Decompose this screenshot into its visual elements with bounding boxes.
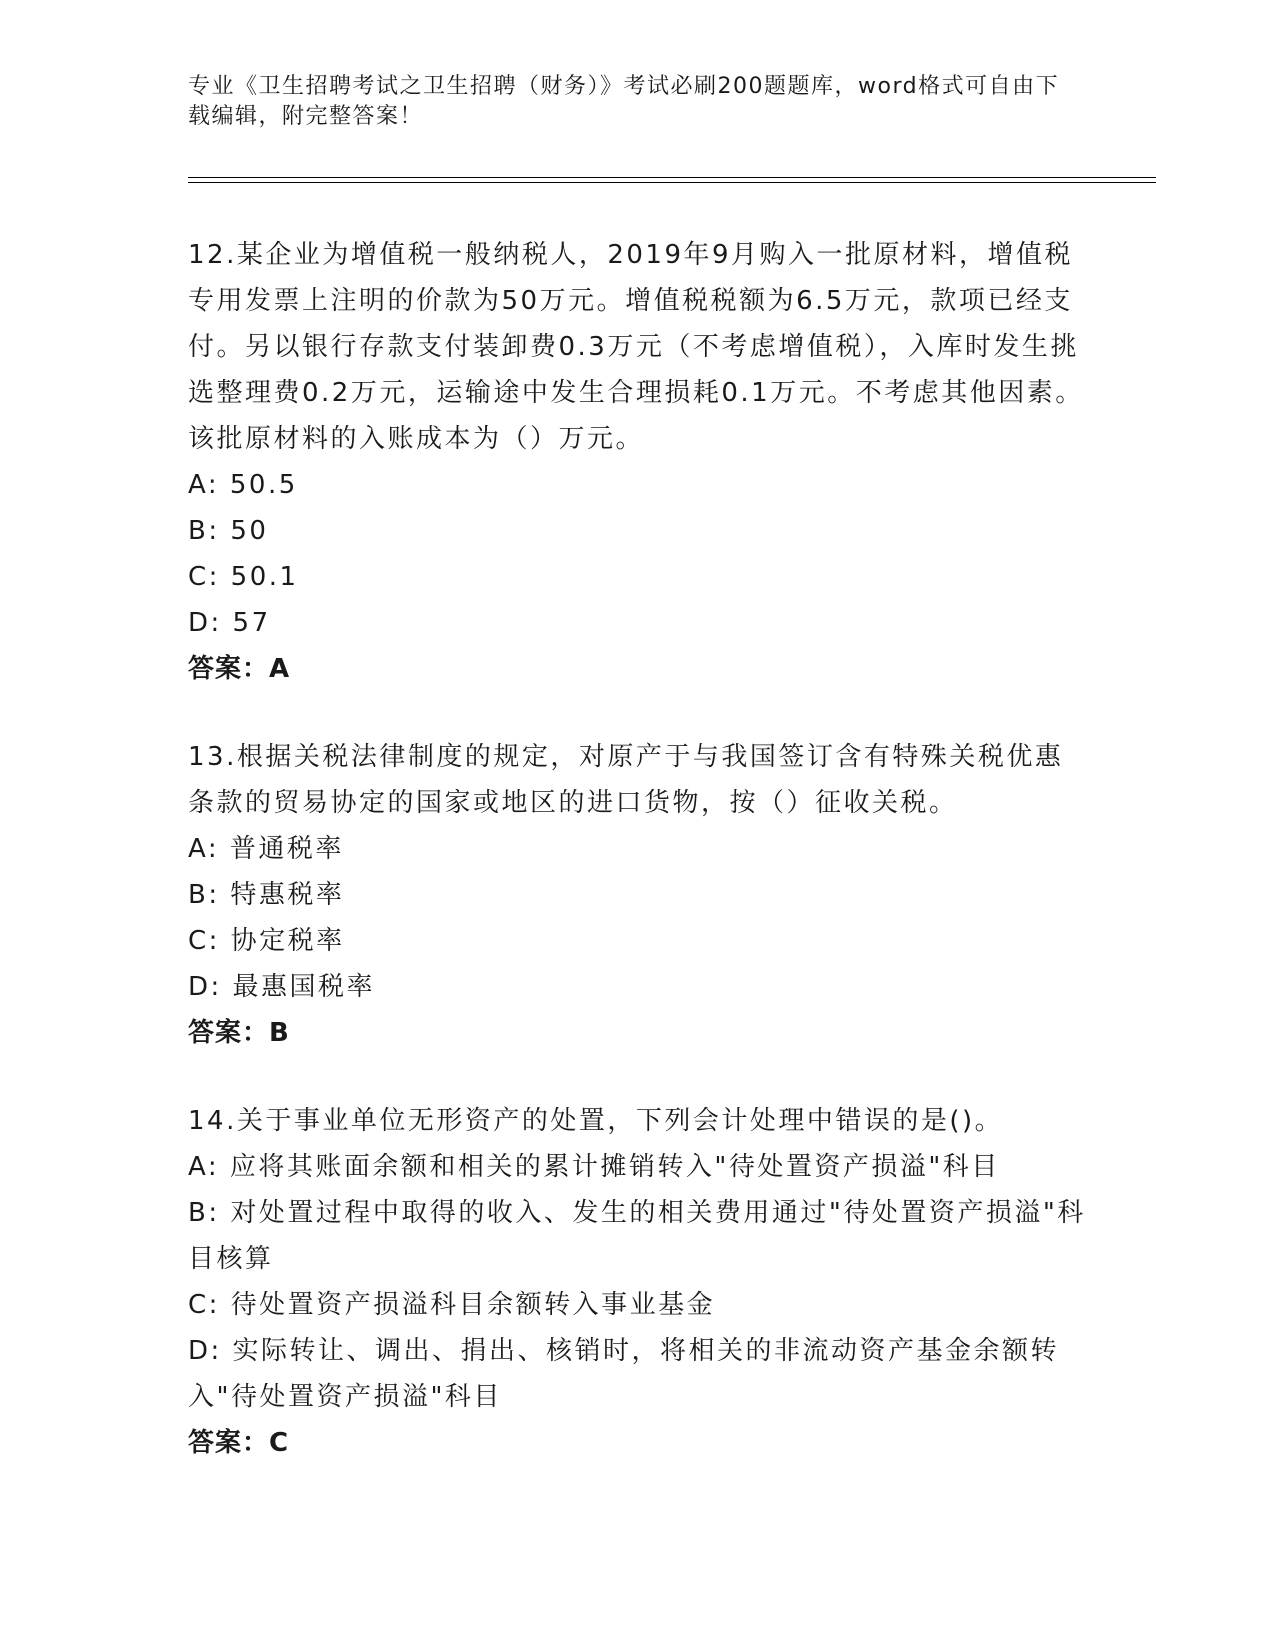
- option-c: C: 待处置资产损溢科目余额转入事业基金: [188, 1290, 716, 1320]
- question-list: [188, 232, 1088, 1508]
- header-rule-bottom: [188, 182, 1156, 183]
- option-c: C: 50.1: [188, 562, 299, 592]
- document-header: 专业《卫生招聘考试之卫生招聘（财务）》考试必刷200题题库，word格式可自由下载编辑，附完整答案！: [188, 74, 1060, 129]
- question-text: 13.根据关税法律制度的规定，对原产于与我国签订含有特殊关税优惠条款的贸易协定的国家或地区的进口货物，按（）征收关税。: [188, 742, 1064, 818]
- option-a: A: 50.5: [188, 470, 298, 500]
- option-d: D: 实际转让、调出、捐出、核销时，将相关的非流动资产基金余额转入"待处置资产损溢"科目: [188, 1336, 1060, 1412]
- option-b: B: 对处置过程中取得的收入、发生的相关费用通过"待处置资产损溢"科目核算: [188, 1198, 1086, 1274]
- header-rule-top: [188, 177, 1156, 178]
- question-text: 14.关于事业单位无形资产的处置，下列会计处理中错误的是()。: [188, 1106, 1004, 1136]
- option-b: B: 特惠税率: [188, 880, 345, 910]
- option-b: B: 50: [188, 516, 269, 546]
- option-a: A: 普通税率: [188, 834, 344, 864]
- answer: 答案：A: [188, 654, 291, 684]
- question-14: [188, 1098, 1088, 1466]
- answer: 答案：C: [188, 1428, 290, 1458]
- question-12: [188, 232, 1088, 692]
- option-d: D: 57: [188, 608, 271, 638]
- question-13: [188, 734, 1088, 1056]
- option-c: C: 协定税率: [188, 926, 345, 956]
- option-d: D: 最惠国税率: [188, 972, 376, 1002]
- answer: 答案：B: [188, 1018, 290, 1048]
- question-text: 12.某企业为增值税一般纳税人，2019年9月购入一批原材料，增值税专用发票上注明的价款为50万元。增值税税额为6.5万元，款项已经支付。另以银行存款支付装卸费0.3万元（不考虑增值税），入库时发生挑选整理费0.2万元，运输途中发生合理损耗0.1万元。不考虑其他因素。该批原材料的入账成本为（）万元。: [188, 240, 1084, 454]
- option-a: A: 应将其账面余额和相关的累计摊销转入"待处置资产损溢"科目: [188, 1152, 1000, 1182]
